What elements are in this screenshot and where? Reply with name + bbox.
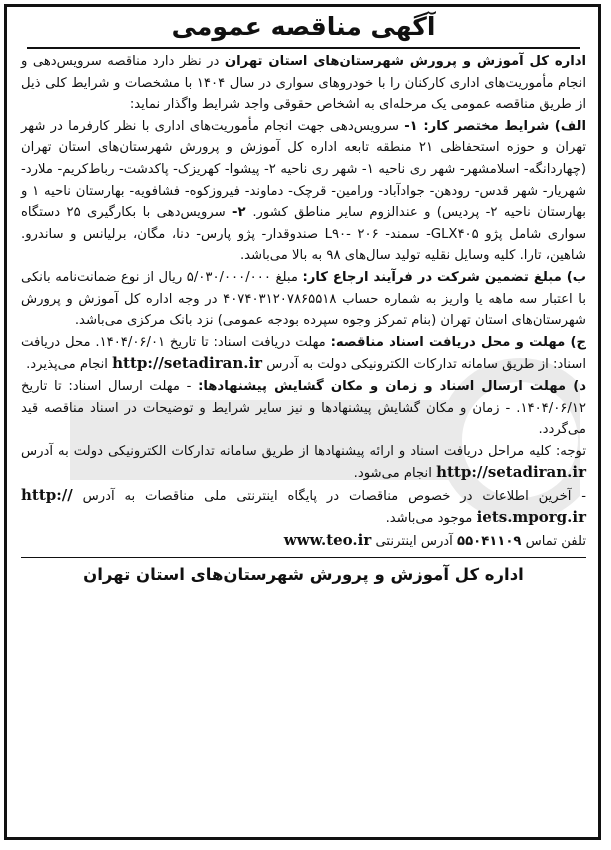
- iets-link[interactable]: http:// iets.mporg.ir: [21, 485, 586, 527]
- section-b-text: مبلغ ۵/۰۳۰/۰۰۰/۰۰۰ ریال از نوع ضمانت‌نامه بانکی با اعتبار سه ماهه یا واریز به شماره حساب ۴۰۷۴۰۳۱۲۰۷۸۶۵۵۱۸ در وجه اداره کل آموزش و پرورش شهرستان‌های استان تهران (بنام تمرکز وجوه سپرده بودجه عمومی) نزد بانک مرکزی می‌باشد.: [21, 269, 586, 329]
- contact-line: [21, 530, 586, 553]
- section-a-text1: سرویس‌دهی جهت انجام مأموریت‌های اداری با نظر کارفرما در شهر تهران و حوزه استحفاظی ۲۱ منطقه تابعه اداره کل آموزش و پرورش شهرستان‌های استان تهران (چهاردانگه- اسلامشهر- شهر ری ناحیه ۱- شهر ری ناحیه ۲- پیشوا- کهریزک- پاکدشت- رباط‌کریم- ملارد- شهریار- شهر قدس- رودهن- جوادآباد- ورامین- قرچک- دماوند- فیروزکوه- فشافویه- بهارستان ناحیه ۱ و بهارستان ناحیه ۲- پردیس) و عندالزوم سایر مناطق کشور.: [21, 118, 586, 221]
- section-d-heading: د) مهلت ارسال اسناد و زمان و مکان گشایش پیشنهادها:: [198, 378, 586, 394]
- section-b-heading: ب) مبلغ تضمین شرکت در فرآیند ارجاع کار:: [302, 269, 587, 285]
- section-a-num2: ۲-: [232, 205, 253, 221]
- section-a-heading: الف) شرایط مختصر کار: ۱-: [404, 118, 587, 134]
- section-a-text2: سرویس‌دهی با بکارگیری ۲۵ دستگاه سواری شامل پژو GLX۴۰۵- سمند- L۹۰- ۲۰۶ صندوقدار- پژو پارس- دنا، مگان، برلیانس و ساندرو. شاهین، تارا. کلیه وسایل نقلیه تولید سال‌های ۹۸ به بالا می‌باشد.: [21, 205, 586, 264]
- title-divider: [27, 47, 580, 49]
- section-c: [21, 332, 586, 376]
- note-paragraph: [21, 441, 586, 485]
- note-text2: - آخرین اطلاعات در خصوص مناقصات در پایگاه اینترنتی ملی مناقصات به آدرس: [72, 488, 586, 504]
- organization-name: اداره کل آموزش و پرورش شهرستان‌های استان تهران: [224, 54, 586, 69]
- note-tail1: انجام می‌شود.: [353, 466, 437, 482]
- web-label: آدرس اینترنتی: [371, 534, 458, 550]
- phone-number: ۵۵۰۴۱۱۰۹: [457, 534, 522, 550]
- setadiran-link[interactable]: http://setadiran.ir: [112, 354, 263, 373]
- section-c-tail: انجام می‌پذیرد.: [26, 357, 113, 373]
- footer-divider: [21, 557, 586, 558]
- note-tail2: موجود می‌باشد.: [385, 511, 477, 527]
- section-d: [21, 376, 586, 441]
- section-b: [21, 267, 586, 332]
- note-text1: توجه: کلیه مراحل دریافت اسناد و ارائه پیشنهادها از طریق سامانه تدارکات الکترونیکی دولت به آدرس: [21, 443, 586, 459]
- iets-paragraph: [21, 485, 586, 530]
- teo-link[interactable]: www.teo.ir: [283, 531, 372, 550]
- notice-body: [7, 9, 598, 590]
- phone-label: تلفن تماس: [521, 534, 586, 550]
- notice-title: آگهی مناقصه عمومی: [171, 12, 436, 41]
- section-a: [21, 116, 586, 267]
- section-c-text: مهلت دریافت اسناد: تا تاریخ ۱۴۰۴/۰۶/۰۱. محل دریافت اسناد: از طریق سامانه تدارکات الکترونیکی دولت به آدرس: [21, 334, 586, 373]
- notice-frame: [4, 4, 601, 840]
- intro-paragraph: [21, 51, 586, 116]
- section-c-heading: ج) مهلت و محل دریافت اسناد مناقصه:: [330, 334, 587, 350]
- footer-signature: اداره کل آموزش و پرورش شهرستان‌های استان تهران: [83, 564, 524, 584]
- section-d-text: - مهلت ارسال اسناد: تا تاریخ ۱۴۰۴/۰۶/۱۲. - زمان و مکان گشایش پیشنهادها و نیز سایر شرایط و توضیحات در اسناد مناقصه قید می‌گردد.: [21, 378, 586, 438]
- intro-text: در نظر دارد مناقصه سرویس‌دهی و انجام مأموریت‌های اداری کارکنان را با خودروهای سواری در سال ۱۴۰۴ با مشخصات و شرایط کلی ذیل از طریق مناقصه عمومی یک مرحله‌ای به اشخاص حقوقی واجد شرایط واگذار نماید:: [21, 54, 587, 113]
- setadiran-link-2[interactable]: http://setadiran.ir: [436, 463, 586, 482]
